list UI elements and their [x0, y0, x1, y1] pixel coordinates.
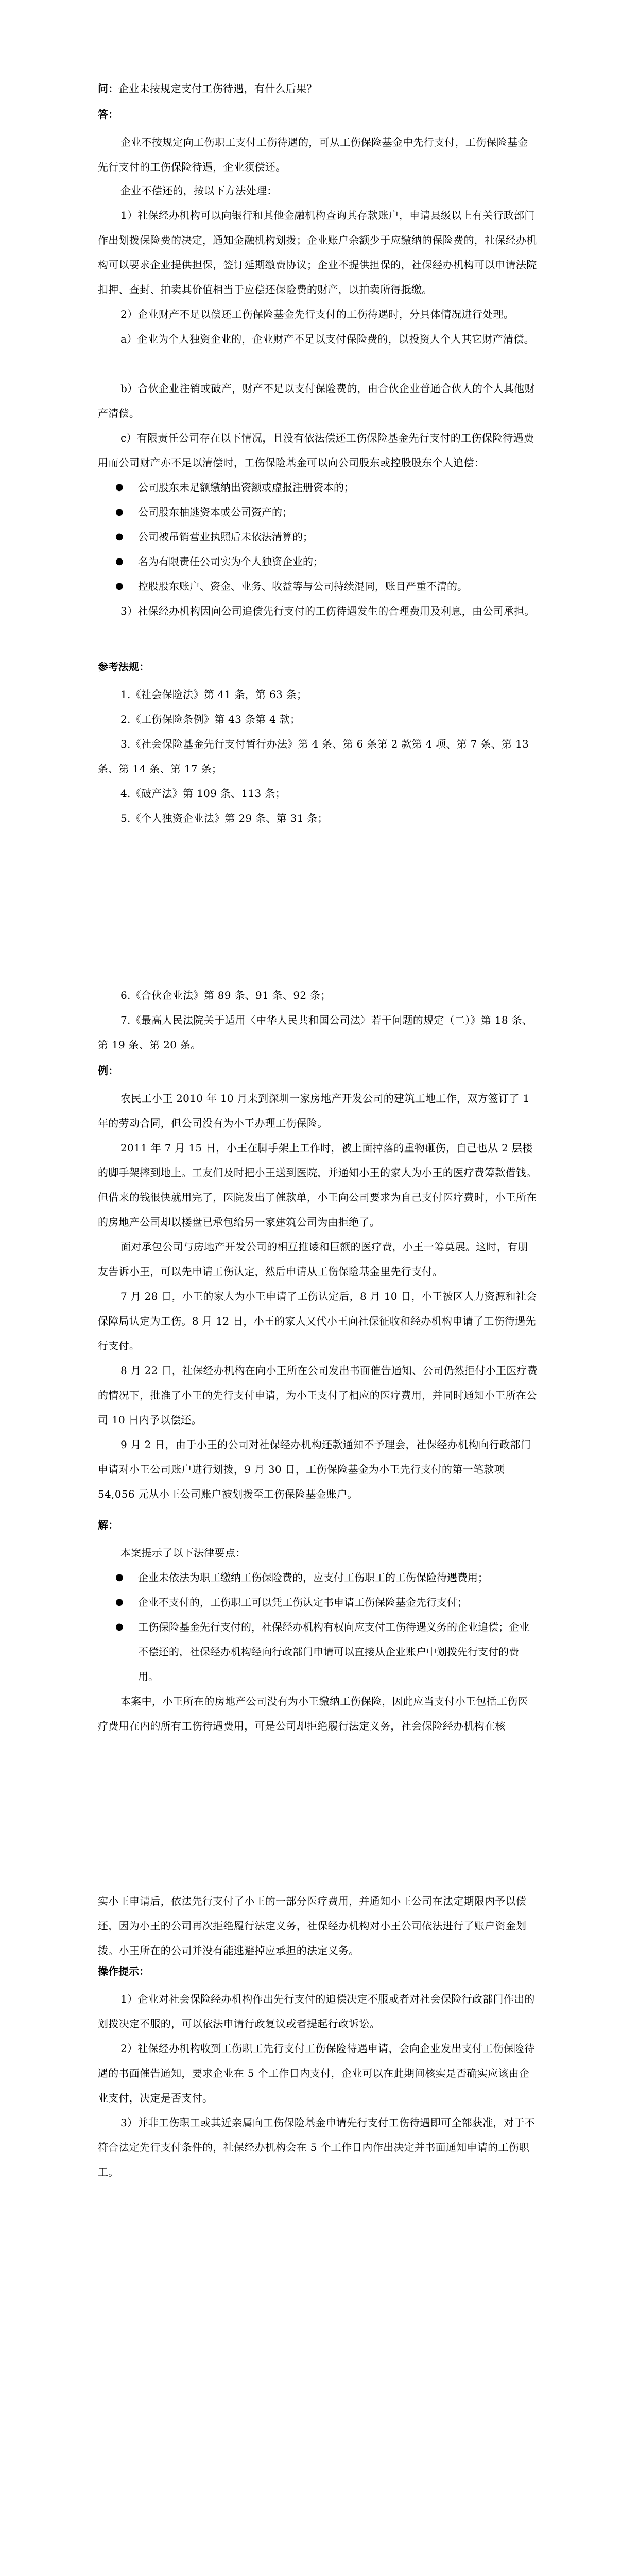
example-paragraph: 8 月 22 日，社保经办机构在向小王所在公司发出书面催告通知、公司仍然拒付小王医疗费的情况下，批准了小王的先行支付申请，为小王支付了相应的医疗费用，并同时通知小王所在公司 10 日内予以偿还。 — [98, 1364, 538, 1426]
solution-intro: 本案提示了以下法律要点： — [120, 1547, 246, 1559]
example-paragraph: 农民工小王 2010 年 10 月来到深圳一家房地产开发公司的建筑工地工作，双方签订了 1 年的劳动合同，但公司没有为小王办理工伤保险。 — [98, 1092, 530, 1129]
bullet-dot-icon: ● — [115, 506, 124, 517]
bullet-text: 名为有限责任公司实为个人独资企业的； — [138, 555, 323, 568]
bullet-item — [115, 574, 537, 599]
bullet-item — [115, 1590, 537, 1615]
example-label: 例： — [98, 1064, 118, 1077]
answer-paragraph: 企业不按规定向工伤职工支付工伤待遇的，可从工伤保险基金中先行支付，工伤保险基金先行支付的工伤保险待遇，企业须偿还。 — [98, 136, 528, 173]
answer-paragraph: c）有限责任公司存在以下情况，且没有依法偿还工伤保险基金先行支付的工伤保险待遇费用而公司财产亦不足以清偿时，工伤保险基金可以向公司股东或控股股东个人追偿： — [98, 432, 534, 469]
bullet-item — [115, 549, 537, 574]
bullet-item — [115, 1565, 537, 1590]
answer-paragraph: 2）企业财产不足以偿还工伤保险基金先行支付的工伤待遇时，分具体情况进行处理。 — [120, 308, 514, 320]
answer-paragraph: 企业不偿还的，按以下方法处理： — [120, 184, 278, 197]
tips-label: 操作提示： — [98, 1965, 149, 1977]
reference-item: 4.《破产法》第 109 条、113 条； — [120, 787, 286, 800]
answer-paragraph: 1）社保经办机构可以向银行和其他金融机构查询其存款账户，申请县级以上有关行政部门作出划拨保险费的决定，通知金融机构划拨；企业账户余额少于应缴纳的保险费的，社保经办机构可以要求企业提供担保，签订延期缴费协议；企业不提供担保的，社保经办机构可以申请法院扣押、查封、拍卖其价值相当于应偿还保险费的财产，以拍卖所得抵缴。 — [98, 209, 537, 296]
tips-paragraph: 2）社保经办机构收到工伤职工先行支付工伤保险待遇申请，会向企业发出支付工伤保险待遇的书面催告通知，要求企业在 5 个工作日内支付，企业可以在此期间核实是否确实应该由企业支付，决定是否支付。 — [98, 2042, 535, 2104]
bullet-item — [115, 1615, 537, 1689]
tips-paragraph: 1）企业对社会保险经办机构作出先行支付的追偿决定不服或者对社会保险行政部门作出的划拨决定不服的，可以依法申请行政复议或者提起行政诉讼。 — [98, 1993, 535, 2030]
bullet-dot-icon: ● — [115, 1572, 124, 1583]
bullet-dot-icon: ● — [115, 531, 124, 542]
bullet-dot-icon: ● — [115, 482, 124, 493]
reference-item: 7.《最高人民法院关于适用〈中华人民共和国公司法〉若干问题的规定（二）》第 18 条、第 19 条、第 20 条。 — [98, 1014, 533, 1051]
solution-analysis-continued: 实小王申请后，依法先行支付了小王的一部分医疗费用，并通知小王公司在法定期限内予以偿还，因为小王的公司再次拒绝履行法定义务，社保经办机构对小王公司依法进行了账户资金划拨。小王所在的公司并没有能逃避掉应承担的法定义务。 — [98, 1895, 527, 1957]
bullet-text: 工伤保险基金先行支付的，社保经办机构有权向应支付工伤待遇义务的企业追偿；企业不偿还的，社保经办机构经向行政部门申请可以直接从企业账户中划拨先行支付的费用。 — [138, 1621, 529, 1683]
bullet-text: 公司股东未足额缴纳出资额或虚报注册资本的； — [138, 481, 354, 494]
references-label: 参考法规： — [98, 660, 149, 673]
example-paragraph: 2011 年 7 月 15 日，小王在脚手架上工作时，被上面掉落的重物砸伤，自己也从 2 层楼的脚手架摔到地上。工友们及时把小王送到医院，并通知小王的家人为小王的医疗费筹款借钱。但借来的钱很快就用完了，医院发出了催款单，小王向公司要求为自己支付医疗费时，小王所在的房地产公司却以楼盘已承包给另一家建筑公司为由拒绝了。 — [98, 1142, 537, 1228]
bullet-dot-icon: ● — [115, 1597, 124, 1607]
example-paragraph: 9 月 2 日，由于小王的公司对社保经办机构还款通知不予理会，社保经办机构向行政部门申请对小王公司账户进行划拨，9 月 30 日，工伤保险基金为小王先行支付的第一笔款项 54,056 元从小王公司账户被划拨至工伤保险基金账户。 — [98, 1438, 531, 1500]
reference-item: 6.《合伙企业法》第 89 条、91 条、92 条； — [120, 989, 331, 1002]
example-paragraph: 7 月 28 日，小王的家人为小王申请了工伤认定后，8 月 10 日，小王被区人力资源和社会保障局认定为工伤。8 月 12 日，小王的家人又代小王向社保征收和经办机构申请了工伤待遇先行支付。 — [98, 1290, 537, 1352]
tips-paragraph: 3）并非工伤职工或其近亲属向工伤保险基金申请先行支付工伤待遇即可全部获准，对于不符合法定先行支付条件的，社保经办机构会在 5 个工作日内作出决定并书面通知申请的工伤职工。 — [98, 2116, 535, 2178]
question-text: 企业未按规定支付工伤待遇，有什么后果？ — [118, 82, 317, 95]
bullet-item — [115, 475, 537, 500]
bullet-dot-icon: ● — [115, 556, 124, 567]
solution-analysis: 本案中，小王所在的房地产公司没有为小王缴纳工伤保险，因此应当支付小王包括工伤医疗费用在内的所有工伤待遇费用，可是公司却拒绝履行法定义务，社会保险经办机构在核 — [98, 1695, 528, 1732]
solution-label: 解： — [98, 1519, 118, 1531]
reference-item: 3.《社会保险基金先行支付暂行办法》第 4 条、第 6 条第 2 款第 4 项、第 7 条、第 13 条、第 14 条、第 17 条； — [98, 738, 529, 775]
bullet-item — [115, 524, 537, 549]
bullet-text: 企业未依法为职工缴纳工伤保险费的，应支付工伤职工的工伤保险待遇费用； — [138, 1571, 488, 1584]
answer-label: 答： — [98, 108, 118, 121]
bullet-item — [115, 500, 537, 524]
answer-paragraph: b）合伙企业注销或破产，财产不足以支付保险费的，由合伙企业普通合伙人的个人其他财产清偿。 — [98, 382, 535, 419]
reference-item: 2.《工伤保险条例》第 43 条第 4 款； — [120, 713, 301, 725]
bullet-dot-icon: ● — [115, 581, 124, 591]
bullet-text: 控股股东账户、资金、业务、收益等与公司持续混同，账目严重不清的。 — [138, 580, 468, 592]
bullet-text: 公司被吊销营业执照后未依法清算的； — [138, 531, 313, 543]
answer-paragraph: a）企业为个人独资企业的，企业财产不足以支付保险费的，以投资人个人其它财产清偿。 — [120, 333, 534, 345]
bullet-text: 企业不支付的，工伤职工可以凭工伤认定书申请工伤保险基金先行支付； — [138, 1596, 468, 1608]
reference-item: 5.《个人独资企业法》第 29 条、第 31 条； — [120, 812, 328, 824]
example-paragraph: 面对承包公司与房地产开发公司的相互推诿和巨额的医疗费，小王一筹莫展。这时，有朋友告诉小王，可以先申请工伤认定，然后申请从工伤保险基金里先行支付。 — [98, 1241, 528, 1278]
question-label: 问： — [98, 82, 118, 95]
question-line — [98, 76, 538, 101]
bullet-text: 公司股东抽逃资本或公司资产的； — [138, 506, 292, 518]
answer-closing: 3）社保经办机构因向公司追偿先行支付的工伤待遇发生的合理费用及利息，由公司承担。 — [120, 605, 535, 617]
reference-item: 1.《社会保险法》第 41 条，第 63 条； — [120, 688, 307, 701]
bullet-dot-icon: ● — [115, 1621, 124, 1632]
